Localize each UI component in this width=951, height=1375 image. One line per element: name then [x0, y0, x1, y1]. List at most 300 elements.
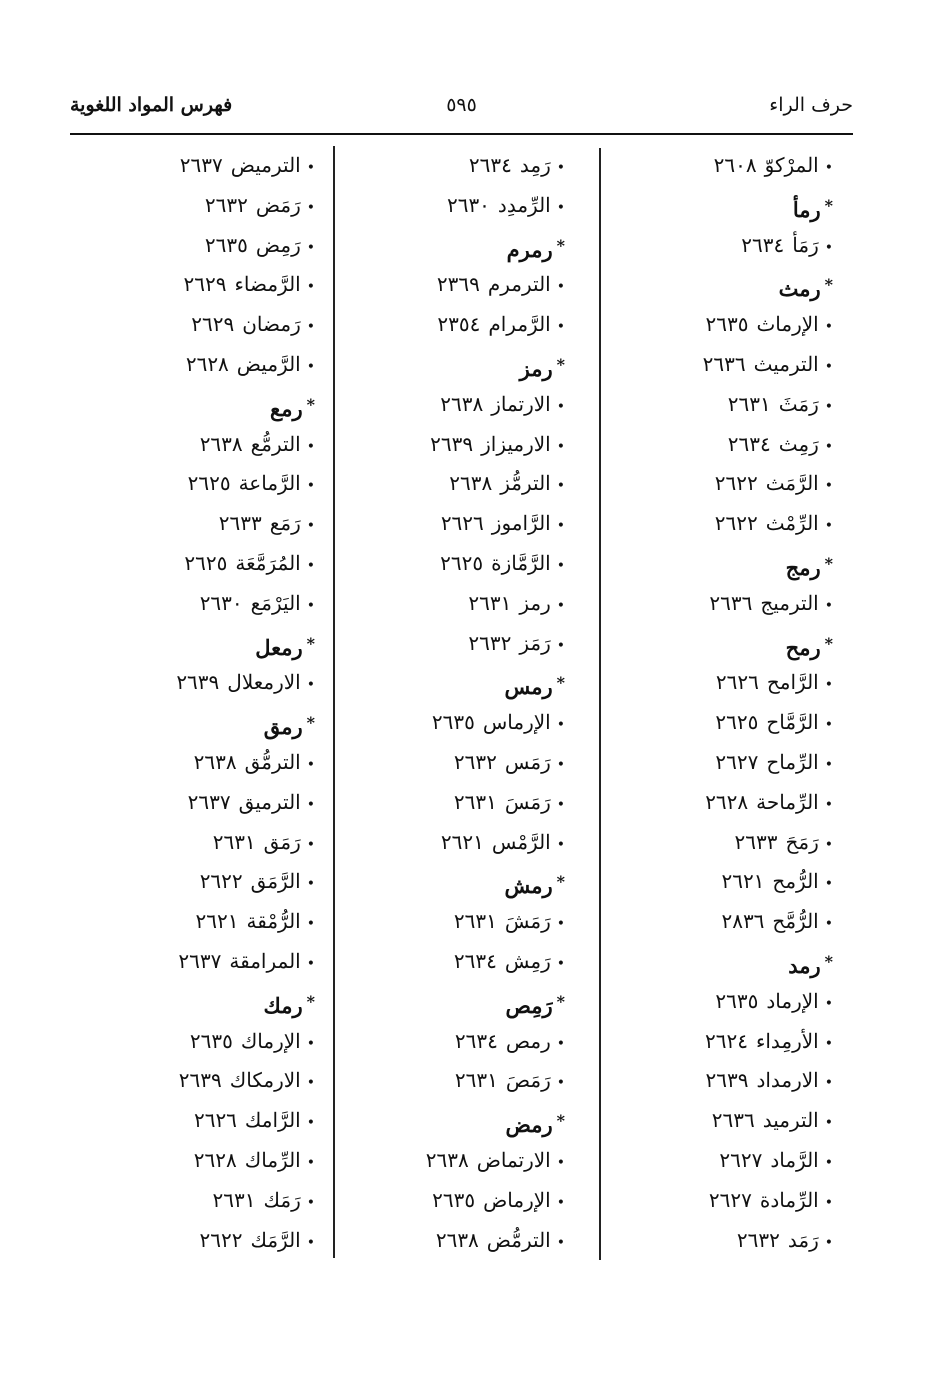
index-entry	[315, 624, 565, 664]
bullet-icon: •	[556, 438, 565, 455]
entry-page-ref: ٢٦٢٧	[708, 1187, 752, 1212]
bullet-icon: •	[306, 1035, 315, 1052]
entry-word: رَمَد	[787, 1227, 819, 1252]
entry-page-ref: ٢٦٣٥	[189, 1028, 233, 1053]
entry-word: رَمِش	[504, 948, 551, 973]
asterisk-icon: *	[824, 553, 833, 573]
entry-page-ref: ٢٦٢٦	[715, 670, 759, 695]
bullet-icon: •	[306, 756, 315, 773]
index-entry	[578, 982, 833, 1022]
bullet-icon: •	[556, 518, 565, 535]
entry-word: الرَّمَّاح	[766, 710, 819, 735]
bullet-icon: •	[306, 1154, 315, 1171]
entry-word: الارمكاك	[229, 1068, 301, 1093]
entry-page-ref: ٢٦٣٨	[425, 1147, 469, 1172]
entry-page-ref: ٢٦٢٢	[199, 1227, 243, 1252]
entry-word: الإرماض	[483, 1187, 551, 1212]
entry-page-ref: ٢٦٢٩	[183, 272, 227, 297]
bullet-icon: •	[306, 677, 315, 694]
root-word: رمك	[263, 992, 303, 1018]
root-heading	[55, 703, 315, 743]
bullet-icon: •	[556, 398, 565, 415]
entry-word: الإرماث	[756, 312, 819, 337]
index-entry	[578, 305, 833, 345]
entry-page-ref: ٢٦٢١	[721, 869, 765, 894]
bullet-icon: •	[306, 438, 315, 455]
bullet-icon: •	[824, 1115, 833, 1132]
index-entry	[315, 385, 565, 425]
index-entry	[315, 1061, 565, 1101]
entry-page-ref: ٢٦٢٦	[193, 1108, 237, 1133]
index-entry	[578, 663, 833, 703]
index-entry	[578, 1101, 833, 1141]
index-entry	[55, 226, 315, 266]
entry-page-ref: ٢٦٣٣	[218, 511, 262, 536]
entry-word: رَمَحَ	[785, 829, 819, 854]
bullet-icon: •	[556, 557, 565, 574]
index-entry	[315, 743, 565, 783]
index-column-middle	[315, 146, 565, 1260]
bullet-icon: •	[306, 279, 315, 296]
entry-page-ref: ٢٦٢٨	[705, 789, 749, 814]
bullet-icon: •	[824, 756, 833, 773]
root-heading	[55, 385, 315, 425]
index-title: فهرس المواد اللغوية	[70, 94, 233, 116]
index-entry	[55, 902, 315, 942]
entry-page-ref: ٢٦٣٨	[440, 391, 484, 416]
entry-word: الرَّماد	[770, 1147, 819, 1172]
bullet-icon: •	[306, 1234, 315, 1251]
entry-word: الرَّمضاء	[234, 272, 301, 297]
entry-page-ref: ٢٦٣٤	[468, 153, 512, 177]
entry-page-ref: ٢٦٣٢	[453, 749, 497, 774]
root-heading	[578, 186, 833, 226]
index-entry	[315, 265, 565, 305]
index-entry	[315, 942, 565, 982]
entry-page-ref: ٢٦٢٥	[184, 550, 228, 575]
entry-word: رَمَسَ	[504, 789, 551, 814]
bullet-icon: •	[306, 836, 315, 853]
entry-page-ref: ٢٦٣٨	[193, 749, 237, 774]
entry-page-ref: ٢٦٢٩	[191, 312, 235, 337]
asterisk-icon: *	[306, 713, 315, 733]
entry-page-ref: ٢٦٣٦	[711, 1108, 755, 1133]
entry-page-ref: ٢٣٦٩	[436, 272, 480, 297]
bullet-icon: •	[306, 1194, 315, 1211]
index-entry	[578, 703, 833, 743]
index-entry	[578, 743, 833, 783]
index-entry	[578, 464, 833, 504]
section-title: حرف الراء	[769, 94, 853, 116]
index-entry	[55, 265, 315, 305]
bullet-icon: •	[824, 398, 833, 415]
bullet-icon: •	[824, 160, 833, 176]
entry-word: رَمِث	[778, 431, 819, 456]
entry-page-ref: ٢٦٣٨	[449, 471, 493, 496]
entry-word: رَمَق	[263, 829, 301, 854]
entry-page-ref: ٢٦٣١	[454, 1068, 498, 1093]
entry-page-ref: ٢٦٣٤	[454, 1028, 498, 1053]
asterisk-icon: *	[306, 991, 315, 1011]
entry-word: الارميزاز	[481, 431, 551, 456]
bullet-icon: •	[556, 916, 565, 933]
entry-word: الرَّمَث	[765, 471, 819, 496]
entry-page-ref: ٢٦٣٩	[430, 431, 474, 456]
entry-word: الترمُّز	[500, 471, 551, 496]
entry-word: الرِّماح	[766, 749, 819, 774]
entry-word: الرَّمْس	[491, 829, 551, 854]
entry-page-ref: ٢٦٣٢	[736, 1227, 780, 1252]
root-heading	[578, 942, 833, 982]
entry-word: رَمَك	[263, 1187, 301, 1212]
asterisk-icon: *	[556, 872, 565, 892]
entry-word: الرِّمْث	[765, 511, 819, 536]
index-entry	[55, 1101, 315, 1141]
index-entry	[578, 783, 833, 823]
entry-word: الترميض	[230, 153, 301, 177]
entry-page-ref: ٢٦٣٨	[435, 1227, 479, 1252]
bullet-icon: •	[306, 557, 315, 574]
entry-word: الرَّامك	[244, 1108, 301, 1133]
index-entry	[55, 942, 315, 982]
bullet-icon: •	[824, 319, 833, 336]
bullet-icon: •	[556, 955, 565, 972]
index-entry	[55, 743, 315, 783]
root-heading	[55, 982, 315, 1022]
entry-page-ref: ٢٦٣٠	[199, 590, 243, 615]
entry-word: الرَّاموز	[491, 511, 551, 536]
bullet-icon: •	[556, 1154, 565, 1171]
entry-word: رَمضان	[242, 312, 301, 337]
bullet-icon: •	[824, 717, 833, 734]
bullet-icon: •	[556, 478, 565, 495]
entry-page-ref: ٢٦٢٥	[440, 550, 484, 575]
entry-page-ref: ٢٦٢٧	[715, 749, 759, 774]
entry-page-ref: ٢٦٣٠	[446, 192, 490, 217]
index-entry	[578, 425, 833, 465]
bullet-icon: •	[306, 160, 315, 176]
entry-word: الرِّماك	[244, 1147, 301, 1172]
index-entry	[315, 305, 565, 345]
entry-word: الترميث	[753, 351, 819, 376]
entry-page-ref: ٢٦٢٨	[193, 1147, 237, 1172]
bullet-icon: •	[306, 1115, 315, 1132]
entry-word: الترمُّض	[486, 1227, 551, 1252]
entry-word: الرَّمرام	[488, 312, 551, 337]
entry-page-ref: ٢٦٢٧	[719, 1147, 763, 1172]
root-heading	[315, 663, 565, 703]
root-heading	[315, 982, 565, 1022]
root-word: رمس	[504, 674, 553, 700]
entry-page-ref: ٢٦٣٥	[204, 232, 248, 257]
index-entry	[55, 1061, 315, 1101]
index-entry	[55, 425, 315, 465]
bullet-icon: •	[306, 199, 315, 216]
entry-word: الترميق	[238, 789, 301, 814]
entry-page-ref: ٢٦٣١	[453, 789, 497, 814]
bullet-icon: •	[824, 916, 833, 933]
entry-word: رمص	[505, 1028, 551, 1053]
bullet-icon: •	[824, 438, 833, 455]
index-entry	[578, 146, 833, 186]
bullet-icon: •	[306, 916, 315, 933]
entry-word: الإرماس	[482, 710, 551, 735]
entry-page-ref: ٢٦٣٤	[741, 232, 785, 257]
bullet-icon: •	[556, 279, 565, 296]
index-entry	[55, 783, 315, 823]
bullet-icon: •	[824, 1194, 833, 1211]
entry-page-ref: ٢٦٣٦	[702, 351, 746, 376]
asterisk-icon: *	[306, 394, 315, 414]
root-heading	[315, 1101, 565, 1141]
entry-word: الرَّامح	[766, 670, 819, 695]
root-word: رمش	[504, 873, 553, 899]
entry-page-ref: ٢٦٣٢	[468, 630, 512, 655]
entry-page-ref: ٢٦٢١	[440, 829, 484, 854]
index-entry	[55, 823, 315, 863]
entry-word: الرُّمَّح	[772, 909, 819, 934]
asterisk-icon: *	[556, 235, 565, 255]
asterisk-icon: *	[556, 1111, 565, 1131]
bullet-icon: •	[824, 1234, 833, 1251]
asterisk-icon: *	[824, 633, 833, 653]
entry-page-ref: ٢٦٣٦	[709, 590, 753, 615]
index-entry	[315, 902, 565, 942]
entry-word: الترمرم	[487, 272, 551, 297]
index-entry	[55, 663, 315, 703]
entry-word: الرُّمح	[772, 869, 819, 894]
entry-page-ref: ٢٦٢٥	[187, 471, 231, 496]
bullet-icon: •	[556, 836, 565, 853]
root-heading	[578, 624, 833, 664]
index-entry	[578, 902, 833, 942]
index-entry	[315, 584, 565, 624]
entry-page-ref: ٢٦٣٨	[199, 431, 243, 456]
entry-word: الأرمِداء	[755, 1028, 819, 1053]
entry-page-ref: ٢٦٣٧	[178, 948, 222, 973]
entry-word: الارمعلال	[227, 670, 301, 695]
index-column-left	[55, 146, 315, 1260]
entry-page-ref: ٢٦٢١	[195, 909, 239, 934]
bullet-icon: •	[556, 1234, 565, 1251]
index-entry	[578, 862, 833, 902]
asterisk-icon: *	[556, 673, 565, 693]
index-entry	[55, 464, 315, 504]
bullet-icon: •	[824, 836, 833, 853]
root-word: رمأ	[792, 196, 821, 222]
index-entry	[315, 1022, 565, 1062]
index-entry	[55, 305, 315, 345]
entry-page-ref: ٢٦٢٤	[704, 1028, 748, 1053]
index-entry	[578, 1181, 833, 1221]
index-entry	[578, 385, 833, 425]
entry-word: رَمَض	[255, 192, 301, 217]
bullet-icon: •	[306, 1075, 315, 1092]
entry-word: المرْكوّ	[764, 153, 819, 177]
entry-word: الإرماك	[240, 1028, 301, 1053]
entry-page-ref: ٢٦٣١	[727, 391, 771, 416]
root-word: رمث	[778, 276, 821, 302]
index-entry	[578, 1141, 833, 1181]
index-entry	[578, 823, 833, 863]
page-header	[70, 88, 853, 128]
bullet-icon: •	[306, 597, 315, 614]
index-entry	[315, 783, 565, 823]
entry-word: رمز	[519, 590, 551, 615]
asterisk-icon: *	[824, 951, 833, 971]
entry-page-ref: ٢٦٢٢	[714, 471, 758, 496]
entry-page-ref: ٢٦٢٢	[714, 511, 758, 536]
entry-page-ref: ٢٦٣١	[468, 590, 512, 615]
bullet-icon: •	[306, 319, 315, 336]
index-entry	[55, 504, 315, 544]
index-entry	[315, 1221, 565, 1261]
index-entry	[578, 345, 833, 385]
entry-word: رَمَثَ	[778, 391, 819, 416]
asterisk-icon: *	[556, 991, 565, 1011]
entry-page-ref: ٢٦٣٩	[178, 1068, 222, 1093]
root-word: رمض	[505, 1112, 553, 1138]
asterisk-icon: *	[824, 275, 833, 295]
index-entry	[55, 1022, 315, 1062]
page-number: ٥٩٥	[446, 94, 477, 116]
header-rule	[70, 133, 853, 135]
entry-word: الرَّميض	[236, 351, 301, 376]
entry-page-ref: ٢٦٣١	[453, 909, 497, 934]
index-entry	[578, 1022, 833, 1062]
entry-word: الترمُّع	[250, 431, 301, 456]
entry-page-ref: ٢٦٣٧	[187, 789, 231, 814]
root-word: رمرم	[506, 236, 553, 262]
index-entry	[315, 146, 565, 186]
bullet-icon: •	[556, 199, 565, 216]
root-word: رمح	[785, 634, 821, 660]
index-entry	[315, 544, 565, 584]
entry-word: الترميج	[760, 590, 819, 615]
entry-word: رَمَشَ	[504, 909, 551, 934]
entry-page-ref: ٢٦٢٢	[199, 869, 243, 894]
bullet-icon: •	[556, 637, 565, 654]
index-entry	[315, 823, 565, 863]
bullet-icon: •	[306, 478, 315, 495]
index-entry	[55, 186, 315, 226]
entry-page-ref: ٢٨٣٦	[721, 909, 765, 934]
root-word: رمق	[263, 714, 303, 740]
entry-word: الارتماز	[491, 391, 551, 416]
bullet-icon: •	[556, 1194, 565, 1211]
index-entry	[55, 584, 315, 624]
entry-word: المرامقة	[229, 948, 301, 973]
root-word: رمد	[788, 952, 821, 978]
bullet-icon: •	[824, 478, 833, 495]
asterisk-icon: *	[306, 633, 315, 653]
entry-page-ref: ٢٦٣٧	[179, 153, 223, 177]
entry-word: رَمِض	[255, 232, 301, 257]
entry-word: الارمداد	[756, 1068, 819, 1093]
index-column-right	[578, 146, 833, 1260]
bullet-icon: •	[824, 518, 833, 535]
entry-word: الرَّمَق	[250, 869, 301, 894]
entry-page-ref: ٢٦٣١	[212, 829, 256, 854]
entry-word: الإرماد	[766, 988, 819, 1013]
index-entry	[55, 544, 315, 584]
index-entry	[578, 584, 833, 624]
asterisk-icon: *	[824, 195, 833, 215]
entry-page-ref: ٢٦٠٨	[713, 153, 757, 177]
bullet-icon: •	[306, 358, 315, 375]
index-entry	[578, 226, 833, 266]
index-entry	[315, 1181, 565, 1221]
entry-page-ref: ٢٦٣٥	[432, 1187, 476, 1212]
entry-word: الرِّماحة	[756, 789, 819, 814]
bullet-icon: •	[556, 1075, 565, 1092]
root-heading	[315, 862, 565, 902]
entry-word: رَمَأ	[792, 232, 819, 257]
bullet-icon: •	[556, 1035, 565, 1052]
root-heading	[578, 265, 833, 305]
bullet-icon: •	[824, 597, 833, 614]
entry-word: رَمَع	[269, 511, 301, 536]
entry-word: رَمِد	[519, 153, 551, 177]
bullet-icon: •	[306, 239, 315, 256]
index-entry	[578, 1221, 833, 1261]
entry-word: اليَرْمَع	[250, 590, 301, 615]
entry-word: الرُّمْقة	[246, 909, 301, 934]
bullet-icon: •	[306, 518, 315, 535]
root-word: رمعل	[255, 634, 303, 660]
entry-page-ref: ٢٦٣٤	[453, 948, 497, 973]
index-entry	[315, 1141, 565, 1181]
entry-word: الارتماض	[476, 1147, 551, 1172]
entry-word: الرِّمدِد	[497, 192, 551, 217]
index-entry	[315, 186, 565, 226]
root-heading	[315, 345, 565, 385]
entry-page-ref: ٢٦٢٨	[185, 351, 229, 376]
index-entry	[55, 345, 315, 385]
bullet-icon: •	[556, 796, 565, 813]
index-entry	[315, 464, 565, 504]
bullet-icon: •	[556, 756, 565, 773]
entry-page-ref: ٢٦٣٥	[705, 312, 749, 337]
bullet-icon: •	[556, 597, 565, 614]
index-entry	[315, 504, 565, 544]
entry-word: الترمُّق	[244, 749, 301, 774]
bullet-icon: •	[824, 239, 833, 256]
entry-page-ref: ٢٦٣٥	[715, 988, 759, 1013]
entry-word: المُرَمَّعَة	[235, 550, 301, 575]
root-heading	[315, 226, 565, 266]
index-entry	[55, 862, 315, 902]
index-entry	[55, 1141, 315, 1181]
bullet-icon: •	[556, 319, 565, 336]
index-entry	[578, 504, 833, 544]
entry-word: الترميد	[762, 1108, 819, 1133]
entry-page-ref: ٢٦٣٩	[176, 670, 220, 695]
root-heading	[578, 544, 833, 584]
bullet-icon: •	[306, 876, 315, 893]
bullet-icon: •	[556, 160, 565, 176]
entry-page-ref: ٢٦٣٢	[204, 192, 248, 217]
bullet-icon: •	[824, 677, 833, 694]
root-word: رمز	[519, 355, 553, 381]
bullet-icon: •	[824, 1154, 833, 1171]
entry-word: الرَّمَّازة	[491, 550, 551, 575]
entry-page-ref: ٢٦٣٣	[734, 829, 778, 854]
bullet-icon: •	[556, 717, 565, 734]
entry-word: رَمَصَ	[505, 1068, 551, 1093]
entry-page-ref: ٢٦٢٥	[715, 710, 759, 735]
entry-page-ref: ٢٣٥٤	[437, 312, 481, 337]
